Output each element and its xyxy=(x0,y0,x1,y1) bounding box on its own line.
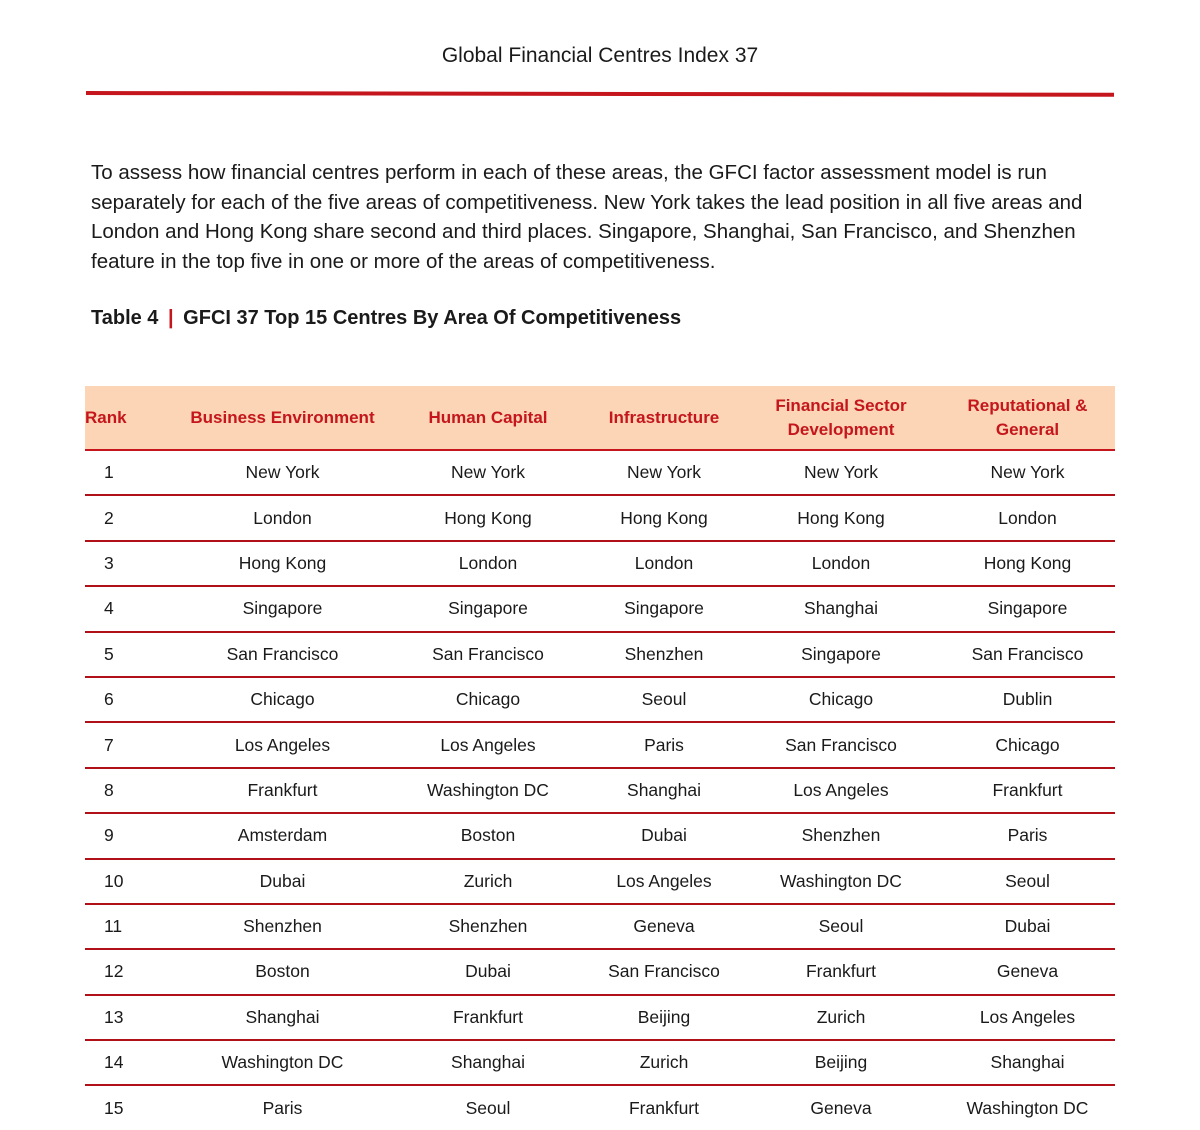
cell-financial-sector-development: Seoul xyxy=(742,904,940,949)
column-header-financial-sector-line1: Financial Sector xyxy=(775,395,907,415)
table-row xyxy=(85,813,1115,858)
cell-financial-sector-development: Hong Kong xyxy=(742,495,940,540)
table-header-row xyxy=(85,386,1115,450)
cell-reputational-general: Singapore xyxy=(940,586,1115,631)
table-row xyxy=(85,949,1115,994)
column-header-human-capital: Human Capital xyxy=(390,386,586,450)
table-row xyxy=(85,541,1115,586)
cell-rank: 3 xyxy=(85,541,175,586)
table-row xyxy=(85,450,1115,495)
page-header-title: Global Financial Centres Index 37 xyxy=(441,44,759,67)
cell-business-environment: Frankfurt xyxy=(175,768,390,813)
table-row xyxy=(85,495,1115,540)
table-body xyxy=(85,450,1115,1130)
cell-business-environment: Los Angeles xyxy=(175,722,390,767)
cell-financial-sector-development: London xyxy=(742,541,940,586)
cell-human-capital: Shenzhen xyxy=(390,904,586,949)
cell-human-capital: Chicago xyxy=(390,677,586,722)
cell-infrastructure: Hong Kong xyxy=(586,495,742,540)
cell-infrastructure: London xyxy=(586,541,742,586)
cell-human-capital: London xyxy=(390,541,586,586)
cell-business-environment: New York xyxy=(175,450,390,495)
cell-reputational-general: Dublin xyxy=(940,677,1115,722)
cell-rank: 14 xyxy=(85,1040,175,1085)
cell-reputational-general: Washington DC xyxy=(966,1097,1089,1118)
cell-rank: 8 xyxy=(85,768,175,813)
cell-infrastructure: Seoul xyxy=(586,677,742,722)
cell-human-capital: New York xyxy=(390,450,586,495)
cell-rank: 11 xyxy=(85,904,175,949)
cell-human-capital: Zurich xyxy=(390,859,586,904)
cell-human-capital: Singapore xyxy=(390,586,586,631)
header-divider xyxy=(86,91,1114,97)
cell-reputational-general: Hong Kong xyxy=(940,541,1115,586)
cell-infrastructure: Singapore xyxy=(586,586,742,631)
cell-rank: 9 xyxy=(85,813,175,858)
table-caption-label: Table 4 xyxy=(91,307,159,329)
cell-reputational-general: Chicago xyxy=(940,722,1115,767)
competitiveness-table xyxy=(85,386,1115,1130)
table-row xyxy=(85,632,1115,677)
cell-reputational-general: Paris xyxy=(940,813,1115,858)
table-row xyxy=(85,722,1115,767)
cell-business-environment: Paris xyxy=(262,1097,303,1118)
cell-business-environment: Shanghai xyxy=(175,995,390,1040)
cell-business-environment: Amsterdam xyxy=(175,813,390,858)
cell-financial-sector-development: Shenzhen xyxy=(742,813,940,858)
cell-business-environment: London xyxy=(175,495,390,540)
cell-reputational-general: New York xyxy=(940,450,1115,495)
cell-financial-sector-development: Los Angeles xyxy=(742,768,940,813)
table-row xyxy=(85,995,1115,1040)
cell-human-capital: San Francisco xyxy=(390,632,586,677)
table-row xyxy=(85,859,1115,904)
cell-infrastructure: Los Angeles xyxy=(586,859,742,904)
cell-infrastructure: Frankfurt xyxy=(628,1097,700,1118)
table-row xyxy=(85,586,1115,631)
cell-financial-sector-development: Zurich xyxy=(742,995,940,1040)
cell-reputational-general: Seoul xyxy=(940,859,1115,904)
cell-rank: 1 xyxy=(85,450,175,495)
cell-financial-sector-development: Beijing xyxy=(742,1040,940,1085)
cell-rank: 6 xyxy=(85,677,175,722)
table-row xyxy=(85,768,1115,813)
cell-reputational-general: Shanghai xyxy=(940,1040,1115,1085)
cell-human-capital: Seoul xyxy=(465,1097,511,1118)
cell-reputational-general: Frankfurt xyxy=(940,768,1115,813)
column-header-reputational-line1: Reputational & xyxy=(967,395,1088,415)
table-row xyxy=(85,1085,1115,1129)
cell-infrastructure: Paris xyxy=(586,722,742,767)
cell-business-environment: Shenzhen xyxy=(175,904,390,949)
cell-rank: 10 xyxy=(85,859,175,904)
column-header-financial-sector-development xyxy=(742,386,940,450)
cell-human-capital: Frankfurt xyxy=(390,995,586,1040)
cell-rank: 13 xyxy=(85,995,175,1040)
cell-human-capital: Hong Kong xyxy=(390,495,586,540)
cell-infrastructure: Dubai xyxy=(586,813,742,858)
cell-reputational-general: Dubai xyxy=(940,904,1115,949)
cell-business-environment: Singapore xyxy=(175,586,390,631)
cell-human-capital: Boston xyxy=(390,813,586,858)
cell-human-capital: Los Angeles xyxy=(390,722,586,767)
cell-business-environment: Chicago xyxy=(175,677,390,722)
cell-financial-sector-development: Singapore xyxy=(742,632,940,677)
cell-infrastructure: Zurich xyxy=(586,1040,742,1085)
cell-reputational-general: London xyxy=(940,495,1115,540)
cell-human-capital: Dubai xyxy=(390,949,586,994)
cell-financial-sector-development: Geneva xyxy=(810,1097,872,1118)
column-header-infrastructure: Infrastructure xyxy=(586,386,742,450)
cell-rank: 2 xyxy=(85,495,175,540)
cell-financial-sector-development: Chicago xyxy=(742,677,940,722)
cell-infrastructure: San Francisco xyxy=(586,949,742,994)
cell-reputational-general: Los Angeles xyxy=(940,995,1115,1040)
cell-financial-sector-development: Frankfurt xyxy=(742,949,940,994)
column-header-reputational-general xyxy=(940,386,1115,450)
cell-rank: 5 xyxy=(85,632,175,677)
cell-business-environment: Boston xyxy=(175,949,390,994)
cell-business-environment: Dubai xyxy=(175,859,390,904)
cell-reputational-general: San Francisco xyxy=(940,632,1115,677)
cell-human-capital: Washington DC xyxy=(390,768,586,813)
cell-business-environment: Hong Kong xyxy=(175,541,390,586)
cell-financial-sector-development: New York xyxy=(742,450,940,495)
cell-infrastructure: New York xyxy=(586,450,742,495)
cell-rank: 12 xyxy=(85,949,175,994)
cell-infrastructure: Shanghai xyxy=(586,768,742,813)
table-caption-title: GFCI 37 Top 15 Centres By Area Of Competitiveness xyxy=(183,307,682,329)
column-header-rank: Rank xyxy=(85,386,175,450)
cell-infrastructure: Beijing xyxy=(586,995,742,1040)
cell-human-capital: Shanghai xyxy=(390,1040,586,1085)
cell-infrastructure: Geneva xyxy=(586,904,742,949)
table-caption xyxy=(91,307,681,330)
cell-reputational-general: Geneva xyxy=(940,949,1115,994)
cell-business-environment: San Francisco xyxy=(175,632,390,677)
column-header-financial-sector-line2: Development xyxy=(787,419,895,439)
cell-rank: 7 xyxy=(85,722,175,767)
intro-paragraph: To assess how financial centres perform in each of these areas, the GFCI factor assessment model is run separately for each of the five areas of competitiveness. New York takes the lead position in all five areas and London and Hong Kong share second and third places. Singapore, Shanghai, San Francisco, and Shenzhen feature in the top five in one or more of the areas of competitiveness. xyxy=(91,161,1083,273)
table-caption-separator: | xyxy=(168,307,174,329)
table-row xyxy=(85,1040,1115,1085)
cell-financial-sector-development: Shanghai xyxy=(742,586,940,631)
column-header-business-environment: Business Environment xyxy=(175,386,390,450)
cell-rank: 4 xyxy=(85,586,175,631)
cell-financial-sector-development: Washington DC xyxy=(742,859,940,904)
cell-financial-sector-development: San Francisco xyxy=(742,722,940,767)
cell-business-environment: Washington DC xyxy=(175,1040,390,1085)
table-row xyxy=(85,677,1115,722)
cell-infrastructure: Shenzhen xyxy=(586,632,742,677)
cell-rank: 15 xyxy=(104,1097,124,1118)
table-row xyxy=(85,904,1115,949)
column-header-reputational-line2: General xyxy=(995,419,1060,439)
